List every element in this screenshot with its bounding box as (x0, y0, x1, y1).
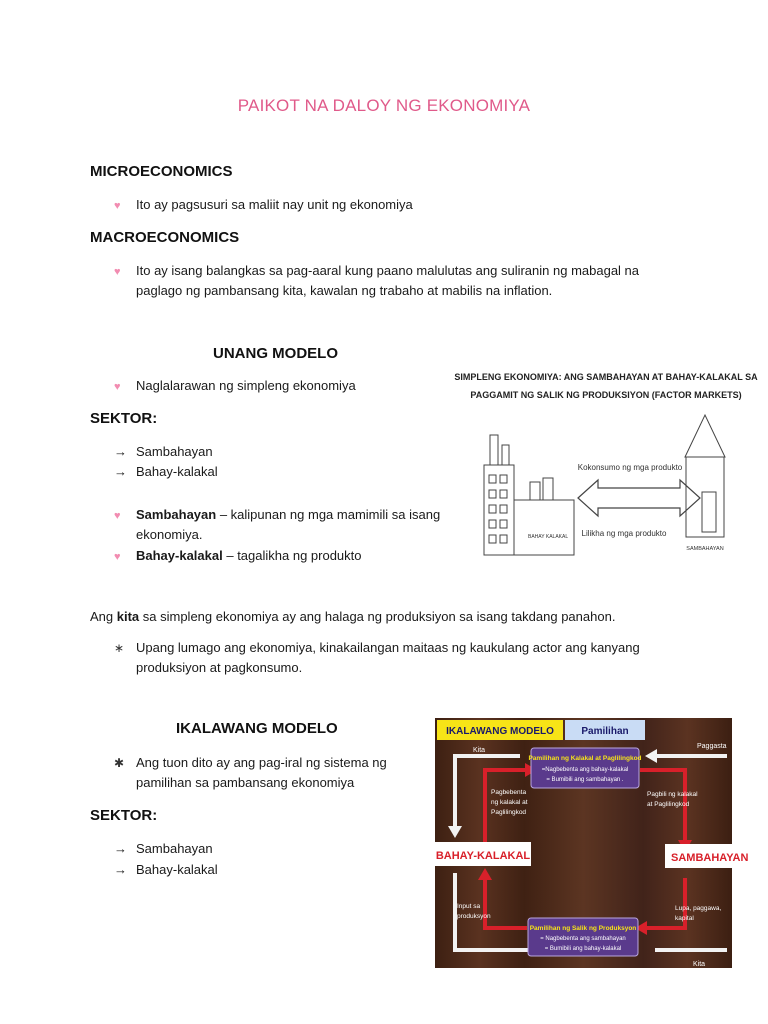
definition-sambahayan-line2: ekonomiya. (136, 527, 203, 542)
asterisk-bullet-icon: ✱ (114, 756, 125, 770)
microeconomics-item: ♥ Ito ay pagsusuri sa maliit nay unit ng ekonomiya (114, 195, 413, 216)
unang-modelo-heading: UNANG MODELO (213, 345, 338, 362)
model-tag-text: IKALAWANG MODELO (446, 726, 554, 737)
kita-paragraph: Ang kita sa simpleng ekonomiya ay ang halaga ng produksiyon sa isang takdang panahon. (90, 609, 616, 624)
sektor-heading-2: SEKTOR: (90, 807, 158, 824)
pagbili-line2: at Paglilingkod (647, 801, 690, 808)
input-line1: Input sa (457, 903, 481, 910)
ikalawang-modelo-heading: IKALAWANG MODELO (176, 720, 338, 737)
heart-bullet-icon: ♥ (114, 381, 121, 393)
figure1-title-line2: PAGGAMIT NG SALIK NG PRODUKSIYON (FACTOR MARKETS) (470, 390, 742, 400)
house-icon (685, 415, 725, 537)
goods-market-line1: =Nagbebenta ang bahay-kalakal (541, 767, 629, 773)
right-arrow-icon: → (114, 464, 127, 479)
goods-market-line2: = Bumibili ang sambahayan . (546, 777, 624, 783)
goods-market-title: Pamilihan ng Kalakal at Paglilingkod (528, 755, 642, 762)
macroeconomics-item-line2: paglago ng pambansang kita, kawalan ng trabaho at mabilis na inflation. (136, 283, 553, 298)
kita-top-label: Kita (473, 747, 486, 754)
right-arrow-icon: → (114, 862, 127, 877)
arrow-top-label: Kokonsumo ng mga produkto (577, 463, 683, 472)
circular-flow-diagram (435, 718, 749, 968)
input-line2: produksyon (457, 913, 491, 920)
sektor-item-bahay-kalakal: → Bahay-kalakal (114, 462, 218, 482)
ikalawang-modelo-item-line2: pamilihan sa pambansang ekonomiya (136, 775, 355, 790)
sektor-item-sambahayan: → Sambahayan (114, 442, 213, 462)
pagbili-line1: Pagbili ng kalakal (647, 791, 698, 798)
circular-flow-figure (435, 718, 749, 968)
factor-market-title: Pamilihan ng Salik ng Produksyon (529, 925, 637, 932)
right-arrow-icon: → (114, 841, 127, 856)
sektor2-item-bahay-kalakal: → Bahay-kalakal (114, 860, 218, 880)
macroeconomics-heading: MACROECONOMICS (90, 229, 240, 246)
heart-bullet-icon: ♥ (114, 551, 121, 563)
pagbebenta-line2: ng kalakal at (491, 799, 528, 806)
kita-item: ∗ Upang lumago ang ekonomiya, kinakailangan maitaas ng kaukulang actor ang kanyang (114, 638, 640, 658)
paggasta-label: Paggasta (697, 743, 727, 750)
macroeconomics-item: ♥ Ito ay isang balangkas sa pag-aaral kung paano malulutas ang suliranin ng mabagal na (114, 261, 639, 282)
kita-bottom-label: Kita (693, 961, 706, 968)
house-label: SAMBAHAYAN (686, 546, 724, 552)
lupa-line2: kapital (675, 915, 694, 922)
sambahayan-label: SAMBAHAYAN (671, 852, 749, 864)
unang-modelo-item: ♥ Naglalarawan ng simpleng ekonomiya (114, 376, 356, 397)
sektor-heading-1: SEKTOR: (90, 410, 158, 427)
asterisk-bullet-icon: ∗ (114, 641, 125, 655)
lupa-line1: Lupa, paggawa, (675, 905, 722, 912)
page-title: PAIKOT NA DALOY NG EKONOMIYA (237, 96, 531, 115)
simple-economy-figure (454, 360, 758, 560)
right-arrow-icon: → (114, 444, 127, 459)
ikalawang-modelo-item: ✱ Ang tuon dito ay ang pag-iral ng sistema ng (114, 753, 387, 773)
microeconomics-heading: MICROECONOMICS (90, 163, 233, 180)
arrow-bottom-label: Lilikha ng mga produkto (581, 529, 667, 538)
definition-bahay-kalakal: ♥ Bahay-kalakal – tagalikha ng produkto (114, 546, 362, 567)
pagbebenta-line3: Paglilingkod (491, 809, 527, 816)
double-arrow-icon (578, 480, 700, 516)
sektor2-item-sambahayan: → Sambahayan (114, 839, 213, 859)
heart-bullet-icon: ♥ (114, 510, 121, 522)
definition-sambahayan: ♥ Sambahayan – kalipunan ng mga mamimili sa isang (114, 505, 440, 526)
pagbebenta-line1: Pagbebenta (491, 789, 527, 796)
bahay-kalakal-label: BAHAY-KALAKAL (435, 850, 531, 862)
factory-label: BAHAY KALAKAL (528, 534, 569, 540)
figure1-title-line1: SIMPLENG EKONOMIYA: ANG SAMBAHAYAN AT BAHAY-KALAKAL SA (454, 372, 758, 382)
factor-market-line1: = Nagbebenta ang sambahayan (540, 936, 626, 942)
heart-bullet-icon: ♥ (114, 200, 121, 212)
simple-economy-diagram (454, 360, 758, 560)
kita-item-line2: produksiyon at pagkonsumo. (136, 660, 303, 675)
heart-bullet-icon: ♥ (114, 266, 121, 278)
factor-market-line2: = Bumibili ang bahay-kalakal (544, 946, 622, 952)
market-tag-text: Pamilihan (581, 726, 629, 737)
